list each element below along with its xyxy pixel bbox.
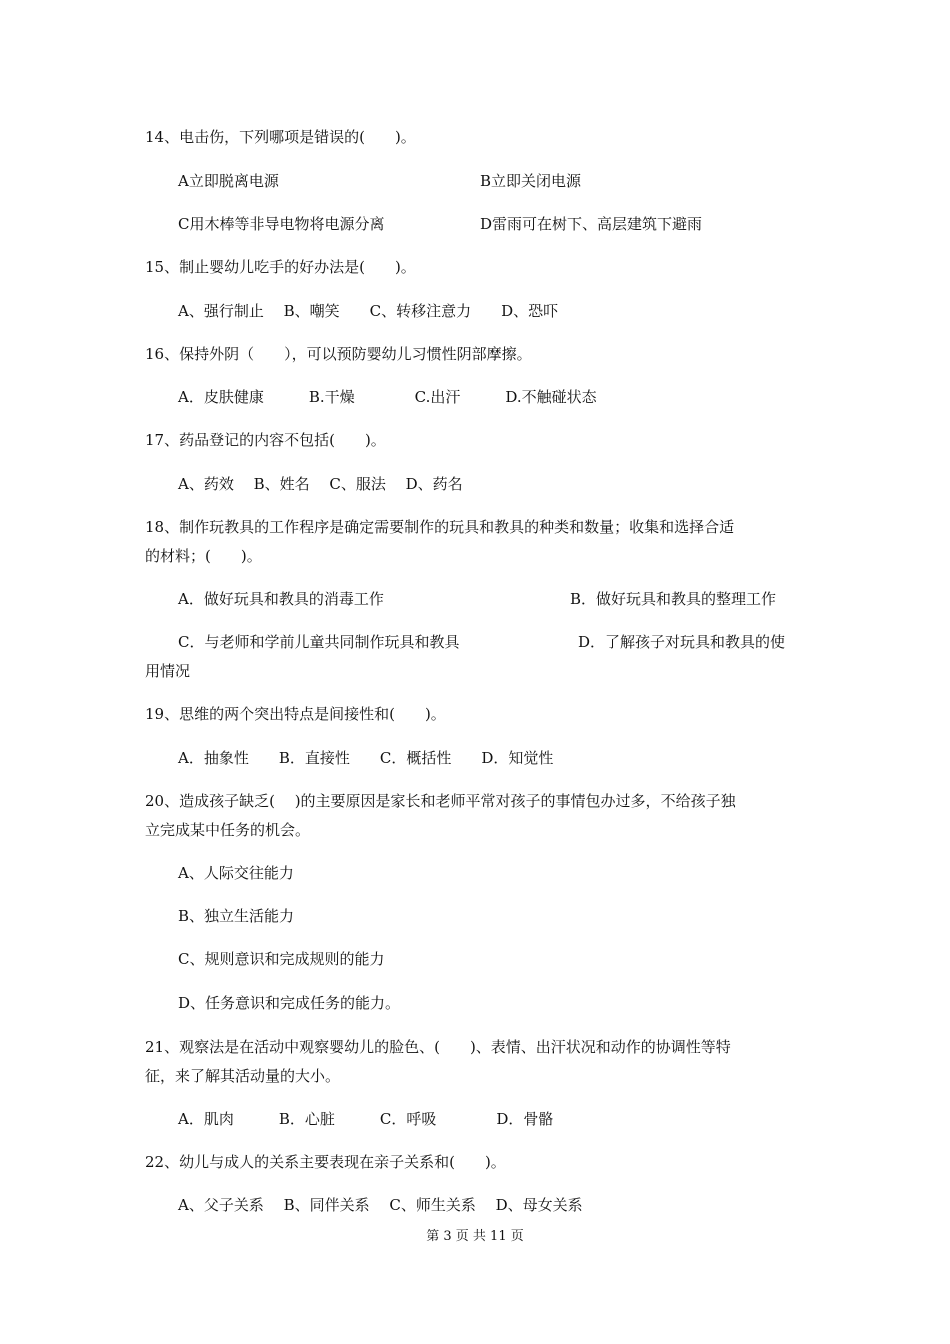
question-18-option-a: A．做好玩具和教具的消毒工作	[178, 590, 384, 608]
question-18-stem-line-2: 的材料；( )。	[145, 547, 262, 565]
question-22-options: A、父子关系 B、同伴关系 C、师生关系 D、母女关系	[178, 1196, 583, 1214]
question-21-stem-line-1: 21、观察法是在活动中观察婴幼儿的脸色、( )、表情、出汗状况和动作的协调性等特	[145, 1038, 731, 1056]
question-20-stem-line-1: 20、造成孩子缺乏( )的主要原因是家长和老师平常对孩子的事情包办过多，不给孩子独	[145, 792, 736, 810]
question-18-stem-line-1: 18、制作玩教具的工作程序是确定需要制作的玩具和教具的种类和数量；收集和选择合适	[145, 518, 735, 536]
question-16-options: A．皮肤健康 B.干燥 C.出汗 D.不触碰状态	[178, 388, 597, 406]
question-18-option-d-line-2: 用情况	[145, 662, 191, 680]
question-18-option-b: B．做好玩具和教具的整理工作	[570, 590, 777, 608]
question-22-stem: 22、幼儿与成人的关系主要表现在亲子关系和( )。	[145, 1153, 506, 1171]
question-14-option-d: D雷雨可在树下、高层建筑下避雨	[480, 215, 703, 233]
question-21-options: A．肌肉 B．心脏 C．呼吸 D．骨骼	[178, 1110, 554, 1128]
question-20-option-d: D、任务意识和完成任务的能力。	[178, 994, 401, 1012]
question-19-options: A．抽象性 B．直接性 C．概括性 D．知觉性	[178, 749, 554, 767]
question-19-stem: 19、思维的两个突出特点是间接性和( )。	[145, 705, 446, 723]
question-15-options: A、强行制止 B、嘲笑 C、转移注意力 D、恐吓	[178, 302, 559, 320]
question-20-stem-line-2: 立完成某中任务的机会。	[145, 821, 311, 839]
question-14-option-a: A立即脱离电源	[178, 172, 279, 190]
question-21-stem-line-2: 征，来了解其活动量的大小。	[145, 1067, 341, 1085]
question-20-option-a: A、人际交往能力	[178, 864, 294, 882]
question-17-stem: 17、药品登记的内容不包括( )。	[145, 431, 386, 449]
question-18-option-c: C．与老师和学前儿童共同制作玩具和教具	[178, 633, 460, 651]
question-14-stem: 14、电击伤，下列哪项是错误的( )。	[145, 128, 416, 146]
question-14-option-c: C用木棒等非导电物将电源分离	[178, 215, 385, 233]
question-16-stem: 16、保持外阴（ ），可以预防婴幼儿习惯性阴部摩擦。	[145, 345, 532, 363]
question-20-option-b: B、独立生活能力	[178, 907, 295, 925]
question-17-options: A、药效 B、姓名 C、服法 D、药名	[178, 475, 463, 493]
question-20-option-c: C、规则意识和完成规则的能力	[178, 950, 385, 968]
question-15-stem: 15、制止婴幼儿吃手的好办法是( )。	[145, 258, 416, 276]
page-footer: 第 3 页 共 11 页	[426, 1229, 524, 1244]
question-18-option-d-line-1: D．了解孩子对玩具和教具的使	[578, 633, 786, 651]
question-14-option-b: B立即关闭电源	[480, 172, 582, 190]
